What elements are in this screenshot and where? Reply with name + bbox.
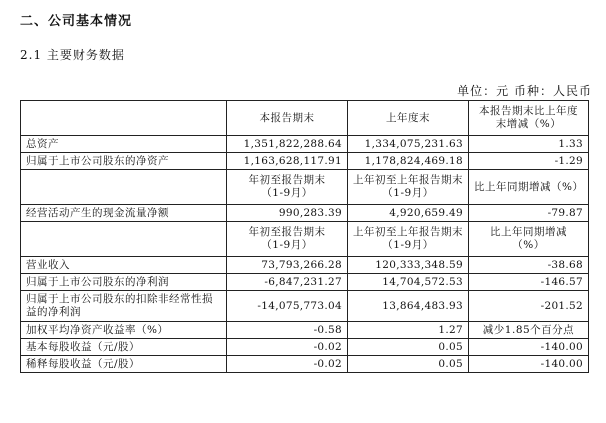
- value-current: 990,283.39: [227, 205, 348, 222]
- row-label: 归属于上市公司股东的净利润: [21, 274, 227, 291]
- header-prior-ytd-line-2: （1-9月）: [382, 187, 434, 199]
- value-change: 1.33: [469, 136, 589, 153]
- row-label: 营业收入: [21, 257, 227, 274]
- subsection-title: 2.1 主要财务数据: [20, 48, 125, 62]
- table-row-operating-cash-flow: [21, 205, 589, 222]
- header-ytd-line-1: 年初至报告期末: [248, 174, 326, 186]
- header-ytd-line-2: （1-9月）: [261, 239, 313, 251]
- value-current: -14,075,773.04: [227, 291, 348, 322]
- value-change: -140.00: [469, 339, 589, 356]
- value-current: -0.02: [227, 356, 348, 373]
- table-row-net-assets: [21, 153, 589, 170]
- header-previous-year-end: 上年度末: [348, 101, 469, 136]
- header-prior-ytd-line-2: （1-9月）: [382, 239, 434, 251]
- row-label-line-1: 归属于上市公司股东的扣除非经常性损: [26, 293, 213, 305]
- value-previous: 14,704,572.53: [348, 274, 469, 291]
- section-title: 二、公司基本情况: [20, 14, 133, 29]
- table-row-roe: [21, 322, 589, 339]
- value-previous: 1.27: [348, 322, 469, 339]
- header-yoy-line-1: 比上年同期增减: [490, 226, 567, 238]
- value-change: -1.29: [469, 153, 589, 170]
- value-current: -0.02: [227, 339, 348, 356]
- header-ytd-line-2: （1-9月）: [261, 187, 313, 199]
- header-yoy-line-2: （%）: [512, 239, 545, 251]
- value-previous: 4,920,659.49: [348, 205, 469, 222]
- table-subheader-row: [21, 170, 589, 205]
- table-row-adjusted-net-profit: [21, 291, 589, 322]
- header-yoy-change: [469, 222, 589, 257]
- table-row-total-assets: [21, 136, 589, 153]
- row-label: 稀释每股收益（元/股）: [21, 356, 227, 373]
- value-previous: 1,334,075,231.63: [348, 136, 469, 153]
- value-previous: 0.05: [348, 356, 469, 373]
- header-prior-ytd-line-1: 上年初至上年报告期末: [353, 226, 463, 238]
- header-blank-cell: [21, 101, 227, 136]
- value-current: 1,163,628,117.91: [227, 153, 348, 170]
- value-change: -201.52: [469, 291, 589, 322]
- row-label: 加权平均净资产收益率（%）: [21, 322, 227, 339]
- header-blank-cell: [21, 170, 227, 205]
- row-label: 经营活动产生的现金流量净额: [21, 205, 227, 222]
- row-label: [21, 291, 227, 322]
- header-ytd: [227, 170, 348, 205]
- header-ytd: [227, 222, 348, 257]
- table-row-diluted-eps: [21, 356, 589, 373]
- table-row-net-profit: [21, 274, 589, 291]
- row-label: 基本每股收益（元/股）: [21, 339, 227, 356]
- value-previous: 120,333,348.59: [348, 257, 469, 274]
- table-header-row: [21, 101, 589, 136]
- header-prior-ytd-line-1: 上年初至上年报告期末: [353, 174, 463, 186]
- value-current: 73,793,266.28: [227, 257, 348, 274]
- row-label-line-2: 益的净利润: [26, 306, 81, 318]
- value-previous: 1,178,824,469.18: [348, 153, 469, 170]
- value-change: -140.00: [469, 356, 589, 373]
- header-blank-cell: [21, 222, 227, 257]
- value-current: -0.58: [227, 322, 348, 339]
- value-previous: 13,864,483.93: [348, 291, 469, 322]
- header-change-line-2: 末增减（%）: [495, 118, 562, 130]
- header-change-percent: [469, 101, 589, 136]
- unit-currency-note: 单位：元 币种：人民币: [457, 84, 592, 98]
- value-change: -38.68: [469, 257, 589, 274]
- value-change: -79.87: [469, 205, 589, 222]
- header-prior-ytd: [348, 222, 469, 257]
- financial-data-table: [20, 100, 589, 373]
- header-current-period-end: 本报告期末: [227, 101, 348, 136]
- value-change: 减少1.85个百分点: [469, 322, 589, 339]
- row-label: 总资产: [21, 136, 227, 153]
- value-change: -146.57: [469, 274, 589, 291]
- table-row-revenue: [21, 257, 589, 274]
- header-yoy-change: 比上年同期增减（%）: [469, 170, 589, 205]
- table-row-basic-eps: [21, 339, 589, 356]
- header-change-line-1: 本报告期末比上年度: [479, 105, 578, 117]
- row-label: 归属于上市公司股东的净资产: [21, 153, 227, 170]
- header-prior-ytd: [348, 170, 469, 205]
- table-subheader-row: [21, 222, 589, 257]
- value-current: 1,351,822,288.64: [227, 136, 348, 153]
- header-ytd-line-1: 年初至报告期末: [248, 226, 326, 238]
- value-previous: 0.05: [348, 339, 469, 356]
- value-current: -6,847,231.27: [227, 274, 348, 291]
